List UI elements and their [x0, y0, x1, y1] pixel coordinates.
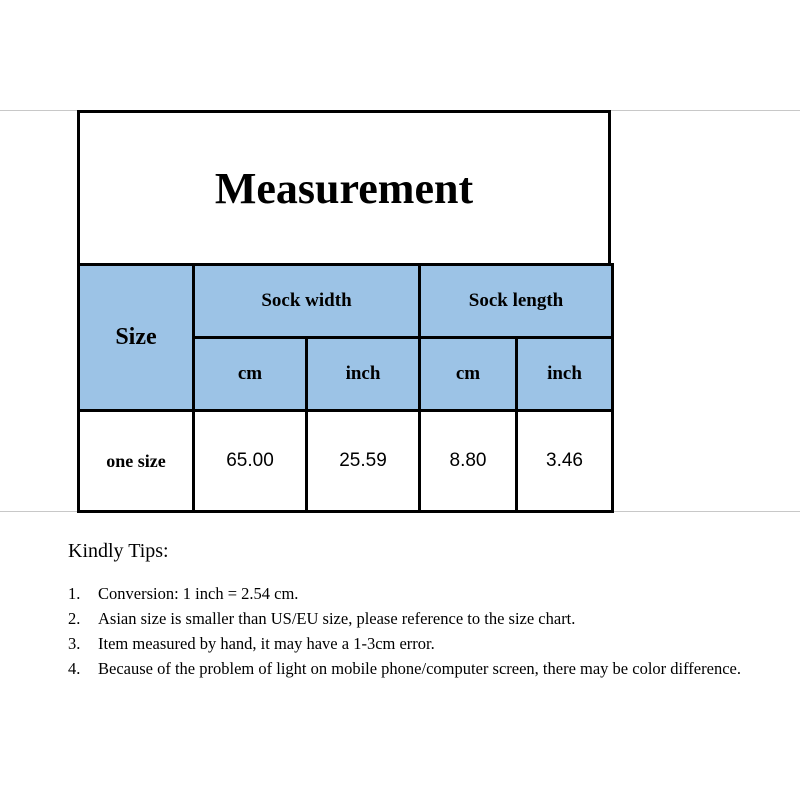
list-item: [68, 581, 780, 606]
list-item: [68, 656, 780, 681]
unit-header-width-cm: cm: [194, 338, 307, 411]
sock-length-header: Sock length: [420, 265, 613, 338]
tips-list: [68, 581, 780, 681]
list-item-text: Conversion: 1 inch = 2.54 cm.: [98, 584, 299, 603]
unit-header-length-cm: cm: [420, 338, 517, 411]
value-width-cm: 65.00: [194, 411, 307, 512]
list-item-text: Item measured by hand, it may have a 1-3cm error.: [98, 634, 435, 653]
table-row: [79, 411, 613, 512]
page-title: Measurement: [214, 163, 474, 213]
value-length-inch: 3.46: [517, 411, 613, 512]
size-table: [77, 263, 614, 513]
list-item-number: 4.: [68, 659, 81, 678]
size-header: Size: [79, 265, 194, 411]
value-length-cm: 8.80: [420, 411, 517, 512]
list-item-number: 3.: [68, 634, 81, 653]
tips-title: Kindly Tips:: [68, 540, 169, 562]
list-item: [68, 606, 780, 631]
title-box: [77, 110, 611, 263]
unit-header-length-inch: inch: [517, 338, 613, 411]
list-item-text: Asian size is smaller than US/EU size, please reference to the size chart.: [98, 609, 576, 628]
sock-width-header: Sock width: [194, 265, 420, 338]
value-width-inch: 25.59: [307, 411, 420, 512]
list-item-text: Because of the problem of light on mobile phone/computer screen, there may be color difference.: [98, 659, 741, 678]
row-label: one size: [79, 411, 194, 512]
list-item: [68, 631, 780, 656]
list-item-number: 2.: [68, 609, 81, 628]
header-row-groups: [79, 265, 613, 338]
list-item-number: 1.: [68, 584, 81, 603]
tips-section: [68, 540, 780, 681]
unit-header-width-inch: inch: [307, 338, 420, 411]
